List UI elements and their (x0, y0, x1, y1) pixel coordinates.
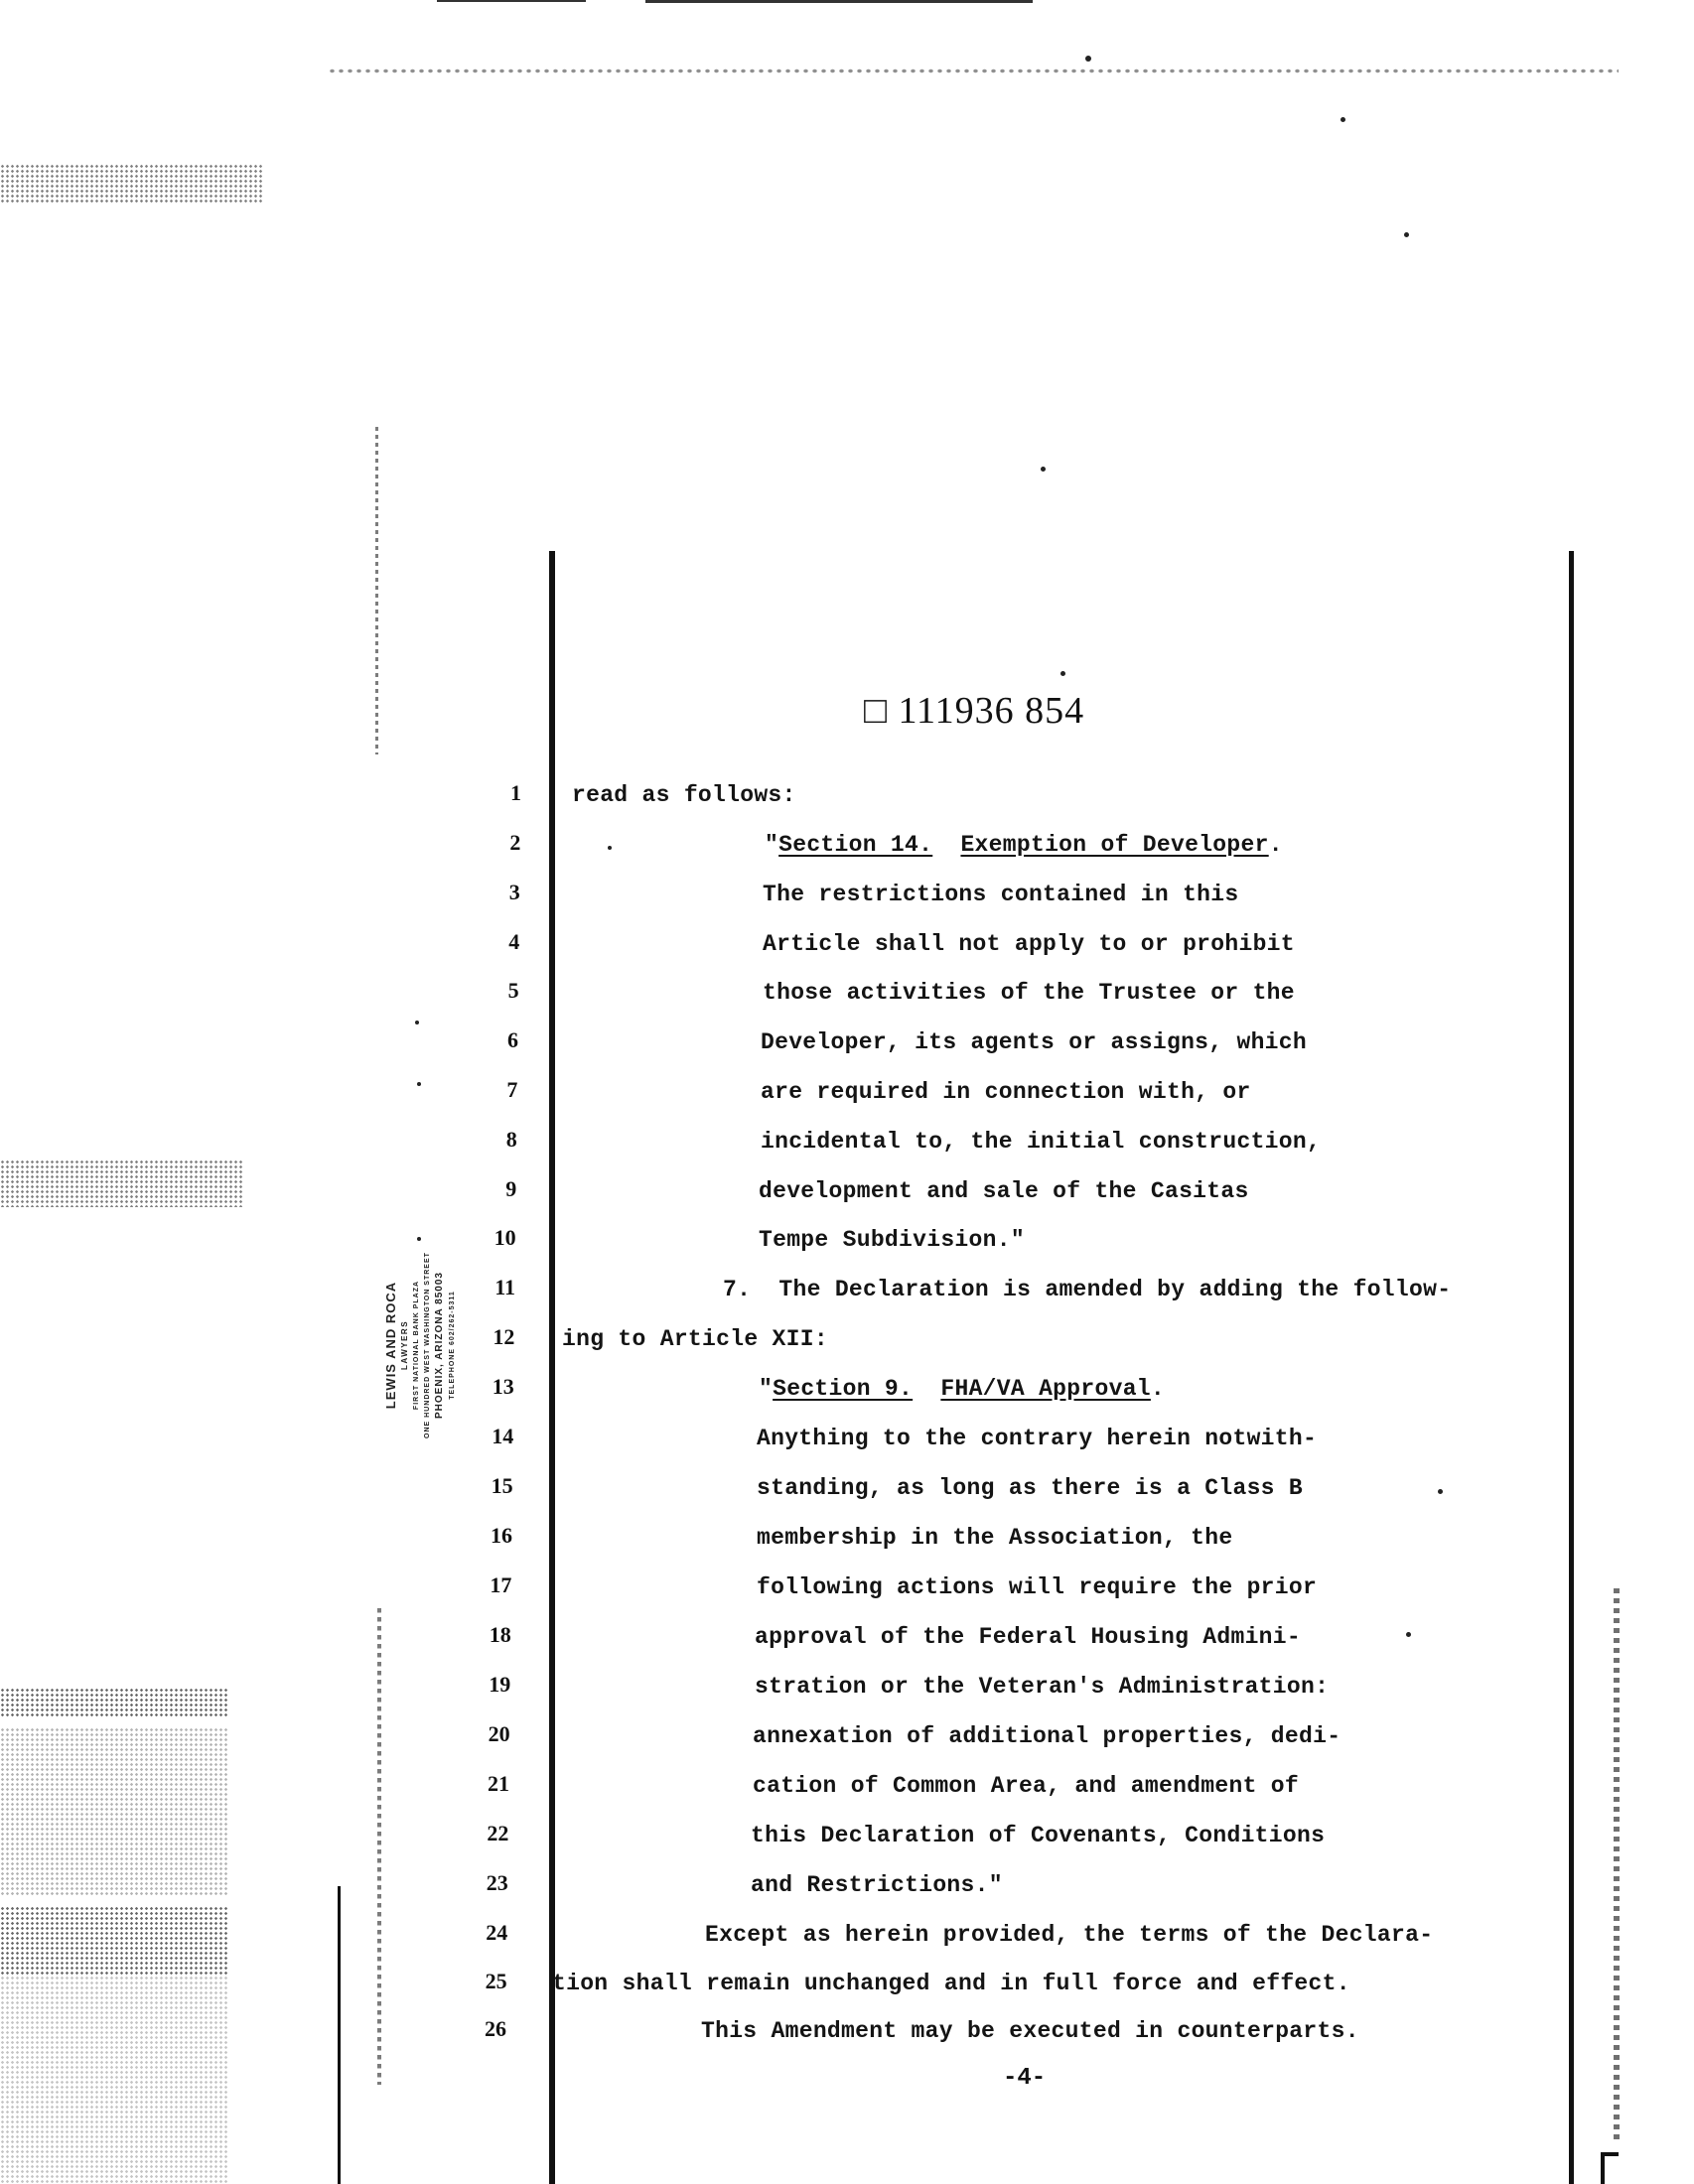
text-segment: are required in connection with, or (761, 1079, 1251, 1105)
line-number: 24 (486, 1920, 508, 1945)
text-segment: incidental to, the initial construction, (761, 1129, 1322, 1155)
text-segment: approval of the Federal Housing Admini- (755, 1624, 1301, 1650)
text-segment: " (759, 1376, 774, 1402)
text-line (757, 1525, 1232, 1551)
text-line (701, 2018, 1359, 2044)
text-line (723, 1277, 1451, 1302)
text-segment: development and sale of the Casitas (759, 1178, 1249, 1204)
text-segment: this Declaration of Covenants, Conditions (751, 1823, 1326, 1848)
text-segment: . (1268, 832, 1283, 858)
speck (1041, 467, 1046, 472)
text-segment: following actions will require the prior (757, 1574, 1318, 1600)
line-number: 4 (508, 929, 520, 954)
scan-edge-rule (338, 1886, 341, 2184)
line-number: 23 (486, 1870, 508, 1895)
line-number: 13 (492, 1374, 514, 1399)
text-line (763, 931, 1295, 957)
text-line (572, 782, 796, 808)
speck (1060, 671, 1065, 676)
text-segment: membership in the Association, the (757, 1525, 1233, 1551)
line-number: 17 (490, 1572, 512, 1597)
text-segment: ing to Article XII: (562, 1326, 828, 1352)
top-edge-line (437, 0, 586, 2)
firm-name: LEWIS AND ROCA (383, 1281, 398, 1410)
underlined-heading: FHA/VA Approval (940, 1376, 1151, 1402)
text-line (765, 832, 1283, 858)
line-number: 12 (493, 1324, 515, 1349)
text-line (759, 1178, 1249, 1204)
page-number: -4- (1003, 2065, 1047, 2092)
text-line (757, 1574, 1317, 1600)
halftone-patch (0, 164, 263, 204)
line-number: 18 (489, 1622, 511, 1647)
underlined-heading: Exemption of Developer (960, 832, 1269, 858)
speck (1404, 232, 1409, 237)
speck (415, 1021, 419, 1024)
speck (1085, 56, 1091, 62)
text-line (759, 1376, 1165, 1402)
top-edge-line (645, 0, 1033, 3)
text-line (761, 1129, 1321, 1155)
dotted-margin-line (377, 1608, 381, 2085)
line-number: 26 (485, 2016, 506, 2041)
line-number: 19 (489, 1672, 511, 1697)
text-segment: stration or the Veteran's Administration: (755, 1674, 1330, 1700)
text-line (705, 1922, 1433, 1948)
speck (1438, 1489, 1443, 1494)
firm-building: FIRST NATIONAL BANK PLAZA (413, 1280, 420, 1411)
text-segment: The restrictions contained in this (763, 882, 1239, 907)
line-number: 7 (506, 1077, 518, 1102)
line-number: 10 (494, 1225, 516, 1250)
text-line (755, 1624, 1301, 1650)
text-segment: standing, as long as there is a Class B (757, 1475, 1303, 1501)
text-line (562, 1326, 828, 1352)
line-number: 14 (492, 1424, 514, 1448)
halftone-patch (0, 1160, 243, 1207)
line-number: 5 (507, 978, 519, 1003)
text-line (763, 980, 1295, 1006)
speck (1341, 117, 1345, 122)
line-number: 15 (491, 1473, 513, 1498)
text-line (761, 1079, 1251, 1105)
text-line (753, 1723, 1341, 1749)
text-segment: This Amendment may be executed in counterparts. (701, 2018, 1359, 2044)
text-segment: Developer, its agents or assigns, which (761, 1029, 1307, 1055)
firm-phone: TELEPHONE 602/262-5311 (449, 1291, 456, 1400)
halftone-patch (0, 1976, 228, 2184)
halftone-patch (0, 1906, 228, 1976)
text-segment: . (1150, 1376, 1166, 1402)
text-line (763, 882, 1238, 907)
text-segment: Except as herein provided, the terms of the Declara- (705, 1922, 1434, 1948)
line-number: 11 (494, 1275, 515, 1299)
text-segment: and Restrictions." (751, 1872, 1003, 1898)
text-segment: cation of Common Area, and amendment of (753, 1773, 1299, 1799)
halftone-patch (0, 1688, 228, 1717)
text-line (751, 1872, 1003, 1898)
right-margin-rule (1569, 551, 1574, 2184)
dotted-margin-line (375, 427, 378, 754)
left-margin-rule (549, 551, 555, 2184)
line-number: 3 (508, 880, 520, 904)
line-number: 2 (509, 830, 521, 855)
text-segment: Anything to the contrary herein notwith- (757, 1426, 1318, 1451)
scan-corner-rule (1601, 2152, 1605, 2184)
text-segment: " (765, 832, 779, 858)
firm-street: ONE HUNDRED WEST WASHINGTON STREET (424, 1252, 431, 1438)
line-number: 6 (507, 1027, 518, 1052)
line-number: 20 (488, 1721, 510, 1746)
text-segment (913, 1376, 940, 1402)
speck (608, 846, 612, 850)
underlined-heading: Section 9. (773, 1376, 914, 1402)
halftone-patch (0, 1727, 228, 1896)
line-number: 16 (491, 1523, 512, 1548)
line-number: 25 (485, 1969, 507, 1993)
text-segment: read as follows: (572, 782, 796, 808)
speck (1406, 1632, 1411, 1637)
firm-city: PHOENIX, ARIZONA 85003 (434, 1272, 445, 1419)
document-number: □ 111936 854 (864, 690, 1085, 732)
text-line (755, 1674, 1329, 1700)
text-segment (932, 832, 960, 858)
scan-corner-tick (1601, 2152, 1619, 2156)
dotted-margin-line (1614, 1588, 1620, 2144)
text-line (761, 1029, 1307, 1055)
text-line (751, 1823, 1325, 1848)
text-line (757, 1426, 1317, 1451)
text-segment: Article shall not apply to or prohibit (763, 931, 1295, 957)
text-line (757, 1475, 1303, 1501)
top-noise-band (328, 68, 1619, 75)
text-segment: tion shall remain unchanged and in full force and effect. (552, 1971, 1350, 1996)
line-number: 22 (487, 1821, 509, 1845)
text-line (753, 1773, 1299, 1799)
speck (417, 1082, 421, 1086)
text-line (759, 1227, 1025, 1253)
text-line (552, 1971, 1350, 1996)
text-segment: 7. The Declaration is amended by adding the follow- (723, 1277, 1452, 1302)
line-number: 21 (488, 1771, 509, 1796)
line-number: 9 (505, 1176, 517, 1201)
text-segment: those activities of the Trustee or the (763, 980, 1295, 1006)
underlined-heading: Section 14. (778, 832, 933, 858)
text-segment: Tempe Subdivision." (759, 1227, 1025, 1253)
firm-title: LAWYERS (400, 1319, 409, 1371)
text-segment: annexation of additional properties, dedi- (753, 1723, 1341, 1749)
line-number: 1 (510, 780, 521, 805)
line-number: 8 (505, 1127, 517, 1152)
